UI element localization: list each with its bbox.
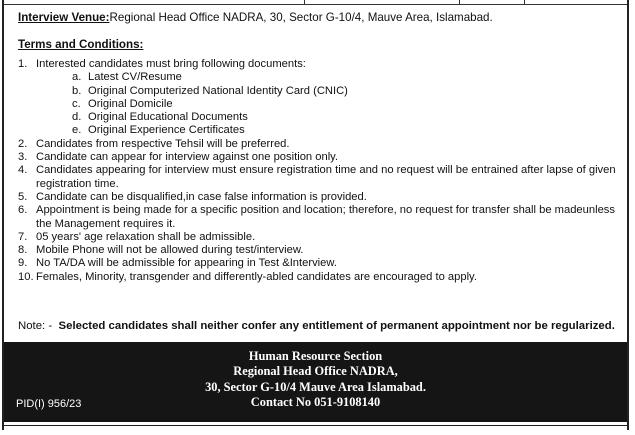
terms-item xyxy=(18,204,618,231)
advertisement-sheet xyxy=(2,0,629,430)
note-text: Selected candidates shall neither confer any entitlement of permanent appointment nor be regularized. xyxy=(58,320,615,332)
terms-item-text: Candidate can appear for interview against one position only. xyxy=(36,151,339,164)
document-subitem xyxy=(18,124,618,137)
terms-item-number: 5. xyxy=(18,190,28,203)
document-letter: c. xyxy=(72,97,81,110)
footer-address xyxy=(4,349,627,411)
terms-item-number: 2. xyxy=(18,137,28,150)
terms-item-number: 8. xyxy=(18,244,28,257)
terms-item-number: 1. xyxy=(18,58,28,70)
terms-item-text: 05 years' age relaxation shall be admissible. xyxy=(36,230,256,243)
footer-street: 30, Sector G-10/4 Mauve Area Islamabad. xyxy=(205,379,426,394)
terms-list xyxy=(18,58,618,284)
document-letter: b. xyxy=(72,84,82,97)
document-letter: d. xyxy=(72,111,82,124)
terms-item-text: Candidates appearing for interview must ensure registration time and no request will be entrained after lapse of given registration time. xyxy=(36,164,616,190)
terms-item-text: Interested candidates must bring following documents: xyxy=(36,58,306,70)
document-text: Latest CV/Resume xyxy=(88,71,182,84)
terms-item-text: Appointment is being made for a specific position and location; therefore, no request for transfer shall be madeunless the Management requires it. xyxy=(36,204,615,230)
terms-item-number: 10. xyxy=(18,270,34,283)
terms-item-number: 3. xyxy=(18,151,28,164)
footer-office: Regional Head Office NADRA, xyxy=(233,364,398,379)
terms-item xyxy=(18,191,618,204)
table-divider xyxy=(459,0,460,4)
terms-item xyxy=(18,257,618,270)
document-letter: e. xyxy=(72,124,82,137)
document-text: Original Experience Certificates xyxy=(88,124,245,137)
table-divider xyxy=(304,0,305,4)
document-subitem xyxy=(18,111,618,124)
bottom-edge xyxy=(4,425,627,431)
footer-contact-block xyxy=(4,342,627,422)
footer-department: Human Resource Section xyxy=(248,349,383,363)
terms-item xyxy=(18,271,618,284)
document-text: Original Computerized National Identity Card (CNIC) xyxy=(88,84,348,97)
terms-item xyxy=(18,58,618,71)
document-text: Original Domicile xyxy=(88,97,173,110)
terms-item-number: 7. xyxy=(18,230,28,243)
document-subitem xyxy=(18,71,618,84)
document-subitem xyxy=(18,85,618,98)
terms-item xyxy=(18,151,618,164)
terms-item xyxy=(18,231,618,244)
pid-code: PID(I) 956/23 xyxy=(16,398,82,410)
terms-item-number: 9. xyxy=(18,257,28,270)
document-subitem xyxy=(18,98,618,111)
document-text: Original Educational Documents xyxy=(88,111,248,124)
terms-item-text: No TA/DA will be admissible for appearing in Test &Interview. xyxy=(36,257,337,270)
terms-item xyxy=(18,138,618,151)
footer-contact-number: Contact No 051-9108140 xyxy=(250,395,381,410)
interview-venue-label: Interview Venue: xyxy=(18,11,110,24)
terms-item-number: 4. xyxy=(18,164,28,177)
terms-item xyxy=(18,164,618,191)
terms-item xyxy=(18,244,618,257)
terms-item-text: Females, Minority, transgender and differently-abled candidates are encouraged to apply. xyxy=(36,270,477,283)
note-line xyxy=(18,320,615,332)
terms-item-text: Mobile Phone will not be allowed during test/interview. xyxy=(36,244,304,257)
terms-item-number: 6. xyxy=(18,204,28,217)
interview-venue xyxy=(18,11,493,24)
terms-item-text: Candidate can be disqualified,in case false information is provided. xyxy=(36,190,367,203)
note-label: Note: - xyxy=(18,320,53,332)
top-table-edge xyxy=(4,0,627,5)
terms-heading: Terms and Conditions: xyxy=(18,38,144,51)
table-divider xyxy=(524,0,525,4)
interview-venue-text: Regional Head Office NADRA, 30, Sector G-10/4, Mauve Area, Islamabad. xyxy=(109,11,493,24)
terms-item-text: Candidates from respective Tehsil will be preferred. xyxy=(36,137,290,150)
document-letter: a. xyxy=(72,71,82,84)
